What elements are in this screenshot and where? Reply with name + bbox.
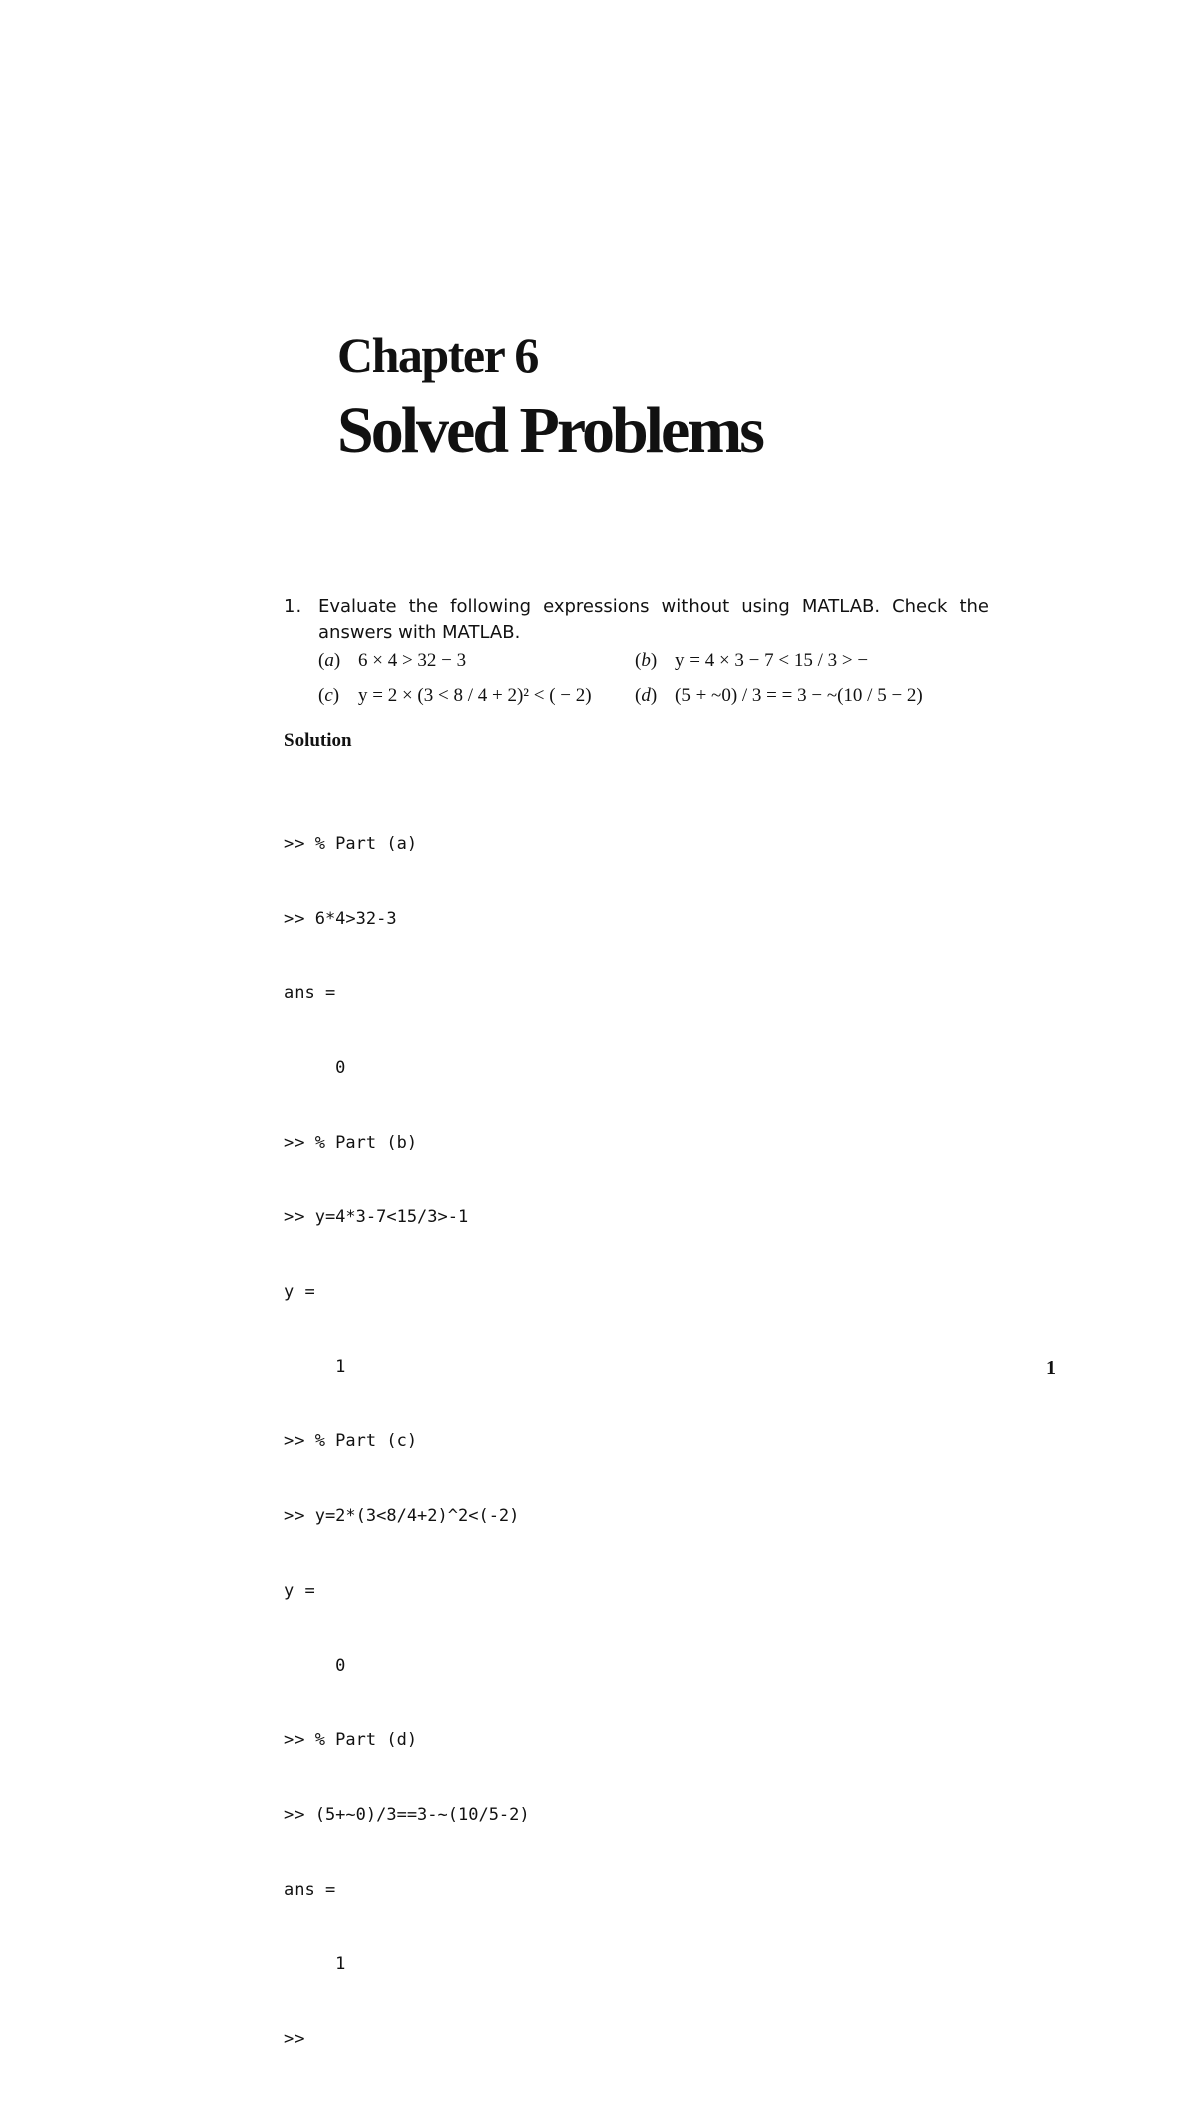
expression-d-text: (5 + ~0) / 3 = = 3 − ~(10 / 5 − 2) bbox=[675, 685, 923, 706]
expression-c bbox=[318, 686, 592, 705]
code-line: y = bbox=[284, 1580, 315, 1601]
matlab-session bbox=[284, 782, 530, 2102]
code-line: >> (5+~0)/3==3-~(10/5-2) bbox=[284, 1804, 530, 1825]
code-line: >> % Part (a) bbox=[284, 833, 418, 854]
expression-b-text: y = 4 × 3 − 7 < 15 / 3 > − bbox=[675, 650, 869, 671]
expression-a bbox=[318, 651, 466, 670]
chapter-title: Solved Problems bbox=[337, 394, 762, 467]
chapter-label: Chapter 6 bbox=[337, 327, 538, 383]
code-line: >> y=2*(3<8/4+2)^2<(-2) bbox=[284, 1506, 520, 1527]
problem-number: 1. bbox=[284, 596, 302, 617]
code-line: >> bbox=[284, 2029, 305, 2050]
code-line: >> % Part (b) bbox=[284, 1132, 418, 1153]
expression-c-text: y = 2 × (3 < 8 / 4 + 2)² < ( − 2) bbox=[358, 685, 592, 706]
code-line: 1 bbox=[284, 1954, 346, 1975]
code-line: y = bbox=[284, 1282, 315, 1303]
part-label-b: (b) bbox=[635, 650, 658, 671]
code-line: ans = bbox=[284, 983, 336, 1004]
expression-b bbox=[635, 651, 868, 670]
expression-a-text: 6 × 4 > 32 − 3 bbox=[358, 650, 467, 671]
code-line: >> % Part (d) bbox=[284, 1730, 418, 1751]
code-line: ans = bbox=[284, 1879, 336, 1900]
part-label-c: (c) bbox=[318, 685, 340, 706]
code-line: >> % Part (c) bbox=[284, 1431, 418, 1452]
code-line: 1 bbox=[284, 1356, 346, 1377]
solution-heading: Solution bbox=[284, 730, 352, 751]
part-label-d: (d) bbox=[635, 685, 658, 706]
page-number: 1 bbox=[1046, 1357, 1056, 1379]
code-line: 0 bbox=[284, 1655, 346, 1676]
part-label-a: (a) bbox=[318, 650, 341, 671]
problem-statement: Evaluate the following expressions without using MATLAB. Check the answers with MATLAB. bbox=[318, 596, 989, 643]
code-line: >> 6*4>32-3 bbox=[284, 908, 397, 929]
code-line: >> y=4*3-7<15/3>-1 bbox=[284, 1207, 469, 1228]
expression-d bbox=[635, 686, 923, 705]
code-line: 0 bbox=[284, 1057, 346, 1078]
